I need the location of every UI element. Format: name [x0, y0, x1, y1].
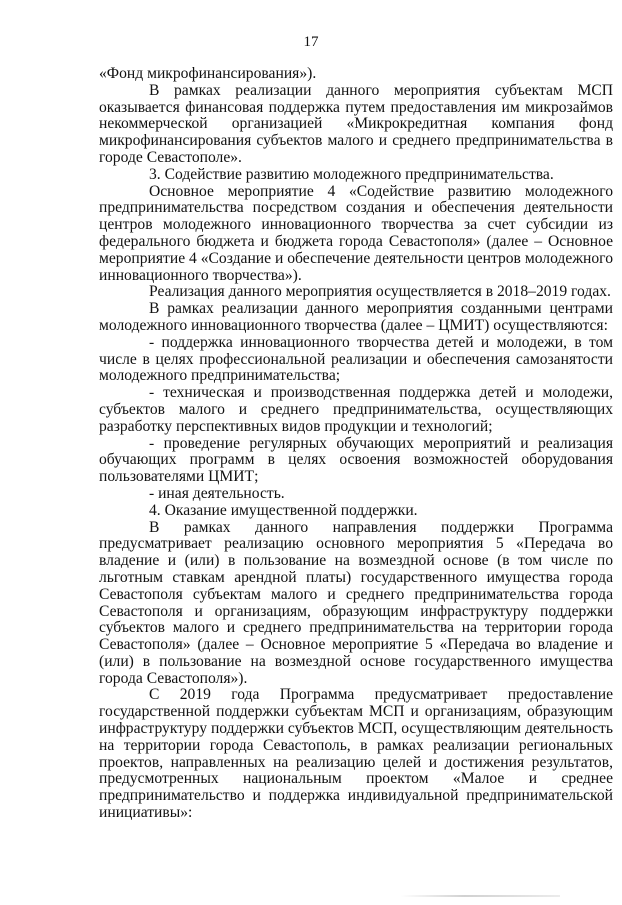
scan-artifact [400, 895, 560, 897]
heading-property-support: 4. Оказание имущественной поддержки. [149, 501, 418, 519]
list-item-other-activity: - иная деятельность. [149, 484, 285, 502]
paragraph-cmit-intro: В рамках реализации данного мероприятия созданными центрами молодежного инновационного творчества (далее – ЦМИТ) осуществляются: [99, 300, 613, 334]
paragraph-continuation: «Фонд микрофинансирования»). [99, 65, 317, 82]
paragraph-microloans: В рамках реализации данного мероприятия субъектам МСП оказывается финансовая поддержка путем предоставления им микрозаймов некоммерческой организацией «Микрокредитная компания фонд микрофинансирования субъектов малого и среднего предпринимательства в городе Севастополе». [99, 81, 613, 166]
page-number: 17 [303, 34, 319, 50]
paragraph-main-activity-4: Основное мероприятие 4 «Содействие развитию молодежного предпринимательства посредством создания и обеспечения деятельности центров молодежного инновационного творчества за счет субсидии из федерального бюджета и бюджета города Севастополя» (далее – Основное мероприятие 4 «Создание и обеспечение деятельности центров молодежного инновационного творчества»). [99, 182, 613, 284]
list-item-training-events: - проведение регулярных обучающих мероприятий и реализация обучающих программ в целях освоения возможностей оборудования пользователями ЦМИТ; [99, 434, 613, 486]
list-item-technical-support: - техническая и производственная поддержка детей и молодежи, субъектов малого и среднего предпринимательства, осуществляющих разработку перспективных видов продукции и технологий; [99, 384, 613, 435]
document-body [99, 66, 613, 822]
paragraph-implementation-period: Реализация данного мероприятия осуществляется в 2018–2019 годах. [149, 283, 611, 301]
list-item-innovation-support: - поддержка инновационного творчества детей и молодежи, в том числе в целях профессиональной реализации и обеспечения самозанятости молодежного предпринимательства; [99, 333, 613, 385]
paragraph-main-activity-5: В рамках данного направления поддержки Программа предусматривает реализацию основного мероприятия 5 «Передача во владение и (или) в пользование на возмездной основе (в том числе по льготным ставкам арендной платы) государственного имущества города Севастополя субъектам малого и среднего предпринимательства города Севастополя и организациям, образующим инфраструктуру поддержки субъектов малого и среднего предпринимательства на территории города Севастополя» (далее – Основное мероприятие 5 «Передача во владение и (или) в пользование на возмездной основе государственного имущества города Севастополя»). [99, 518, 613, 687]
heading-youth-entrepreneurship: 3. Содействие развитию молодежного предпринимательства. [149, 165, 554, 183]
paragraph-regional-projects: С 2019 года Программа предусматривает предоставление государственной поддержки субъектам МСП и организациям, образующим инфраструктуру поддержки субъектов МСП, осуществляющим деятельность на территории города Севастополь, в рамках реализации региональных проектов, направленных на реализацию целей и достижения результатов, предусмотренных национальным проектом «Малое и среднее предпринимательство и поддержка индивидуальной предпринимательской инициативы»: [99, 686, 613, 822]
